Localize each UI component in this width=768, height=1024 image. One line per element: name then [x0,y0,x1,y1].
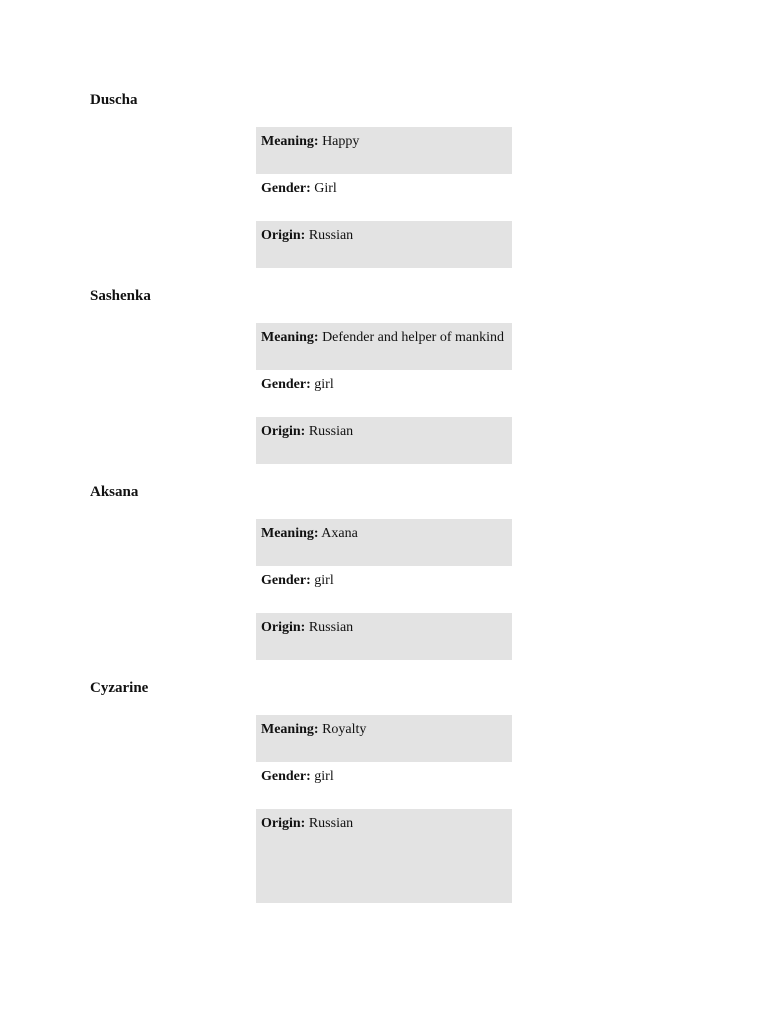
origin-label: Origin: [261,816,306,831]
gender-value: girl [314,377,334,392]
meaning-value: Royalty [322,722,367,737]
meaning-value: Happy [322,134,360,149]
meaning-value: Defender and helper of mankind [322,330,504,345]
gender-row [256,370,512,417]
gender-label: Gender: [261,573,311,588]
origin-value: Russian [308,620,354,635]
origin-value: Russian [308,816,354,831]
meaning-label: Meaning: [261,722,319,737]
origin-label: Origin: [261,424,306,439]
gender-row [256,174,512,221]
gender-label: Gender: [261,377,311,392]
meaning-row [256,323,512,370]
gender-row [256,566,512,613]
entry-name-heading: Sashenka [90,288,151,304]
origin-row [256,809,512,903]
meaning-row [256,127,512,174]
entry-name-heading: Aksana [90,484,139,500]
meaning-label: Meaning: [261,330,319,345]
meaning-label: Meaning: [261,526,319,541]
gender-label: Gender: [261,181,311,196]
meaning-label: Meaning: [261,134,319,149]
entry-name-heading: Cyzarine [90,680,149,696]
origin-row [256,417,512,464]
meaning-value: Axana [321,526,358,541]
gender-row [256,762,512,809]
meaning-row [256,715,512,762]
gender-value: girl [314,573,334,588]
origin-row [256,613,512,660]
origin-value: Russian [308,424,354,439]
gender-value: Girl [314,181,337,196]
gender-value: girl [314,769,334,784]
origin-row [256,221,512,268]
meaning-row [256,519,512,566]
gender-label: Gender: [261,769,311,784]
origin-label: Origin: [261,620,306,635]
origin-value: Russian [308,228,354,243]
entry-name-heading: Duscha [90,92,138,108]
origin-label: Origin: [261,228,306,243]
